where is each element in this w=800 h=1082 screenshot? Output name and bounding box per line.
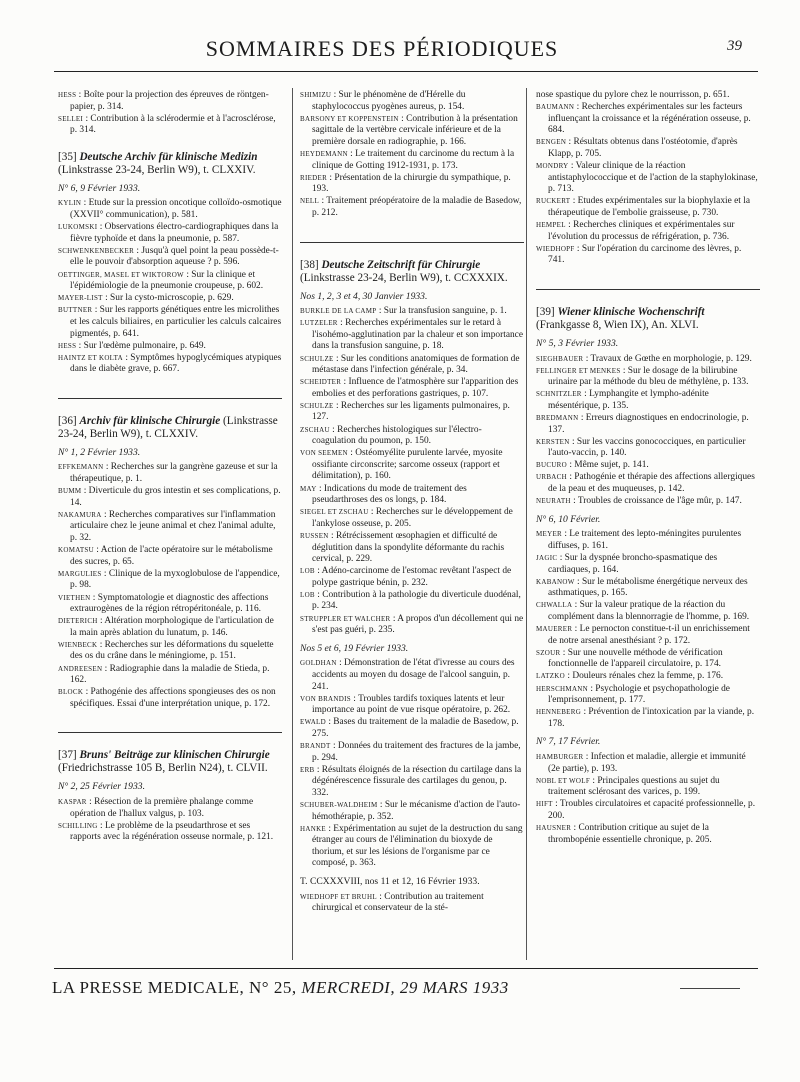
article-text: : Lymphangite et lympho-adénite mésentérique, p. 135. — [548, 389, 709, 411]
issue-heading: N° 6, 9 Février 1933. — [58, 182, 141, 194]
article-author: ZSCHAU — [300, 425, 330, 434]
article-entry — [58, 545, 282, 568]
article-entry — [58, 198, 282, 221]
article-entry — [58, 821, 282, 844]
article-entry — [300, 590, 524, 613]
article-entry — [300, 306, 524, 318]
article-author: HESS — [58, 341, 77, 350]
section-separator — [58, 732, 282, 733]
article-entry — [300, 484, 524, 507]
article-author: MAY — [300, 484, 317, 493]
article-entry — [536, 102, 760, 137]
journal-title: Archiv für klinische Chirurgie — [79, 414, 221, 427]
article-entry — [536, 460, 760, 472]
article-entry — [300, 694, 524, 717]
article-author: LUKOMSKI — [58, 223, 98, 232]
article-entry — [536, 799, 760, 822]
article-text: : Le traitement des lepto-méningites purulentes diffuses, p. 161. — [548, 529, 742, 551]
article-text: : Etudes expérimentales sur la biophylaxie et la thérapeutique de l'embolie graisseuse, p. 730. — [548, 196, 750, 218]
article-text: : Recherches cliniques et expérimentales sur l'évolution du processus de réfrigération, p. 736. — [548, 220, 735, 242]
section-separator — [300, 242, 524, 243]
journal-heading — [300, 259, 524, 285]
article-text: : Présentation de la chirurgie du sympathique, p. 193. — [312, 172, 511, 195]
article-entry — [300, 717, 524, 740]
article-text: : Etude sur la pression oncotique colloïdo-osmotique (XXVII° communication), p. 581. — [70, 198, 282, 221]
issue-heading: N° 1, 2 Février 1933. — [58, 446, 141, 458]
journal-number: [35] — [58, 150, 77, 163]
article-author: OETTINGER, MASEL ET WIKTOROW — [58, 270, 184, 279]
article-author: SIEGEL ET ZSCHAU — [300, 508, 369, 517]
article-text: : Prévention de l'intoxication par la viande, p. 178. — [548, 707, 755, 729]
article-entry — [58, 222, 282, 245]
article-text: : Recherches expérimentales sur les facteurs influençant la croissance et la régénération osseuse, p. 684. — [548, 102, 751, 136]
article-author: MAYER-LIST — [58, 294, 103, 303]
article-entry — [536, 577, 760, 600]
article-author: KYLIN — [58, 199, 82, 208]
article-entry — [536, 707, 760, 730]
article-text: : Troubles de croissance de l'âge mûr, p. 147. — [570, 496, 742, 507]
article-author: LOB — [300, 567, 315, 576]
article-entry — [300, 425, 524, 448]
column-divider — [526, 88, 527, 960]
article-entry — [58, 687, 282, 710]
column-2 — [300, 90, 524, 915]
article-text: : Pathogénie et thérapie des affections allergiques de la peau et des muqueuses, p. 142. — [548, 472, 755, 495]
article-text: : Sur le mécanisme d'action de l'auto-hémothérapie, p. 352. — [312, 799, 521, 822]
article-entry — [536, 671, 760, 683]
article-entry — [536, 823, 760, 846]
article-author: STRUPPLER ET WALCHER — [300, 614, 391, 623]
article-author: NAKAMURA — [58, 510, 102, 519]
article-author: HEYDEMANN — [300, 149, 348, 158]
article-entry — [536, 624, 760, 647]
page-footer — [52, 978, 752, 998]
article-entry — [300, 507, 524, 530]
article-text: : Sur la clinique et l'épidémiologie de la pneumonie croupeuse, p. 602. — [70, 269, 264, 292]
article-entry — [58, 664, 282, 687]
article-entry — [536, 196, 760, 219]
article-entry — [300, 448, 524, 483]
article-author: HAINTZ ET KOLTA — [58, 353, 123, 362]
article-entry — [536, 553, 760, 576]
article-text: : Bases du traitement de la maladie de Basedow, p. 275. — [312, 717, 519, 739]
article-author: RIEDER — [300, 173, 328, 182]
article-author: BUTTNER — [58, 306, 93, 315]
article-author: SCHEIDTER — [300, 378, 342, 387]
article-entry — [536, 752, 760, 775]
article-author: BAUMANN — [536, 103, 575, 112]
article-entry — [300, 614, 524, 637]
footer-date: MERCREDI, 29 MARS 1933 — [301, 978, 509, 997]
article-entry — [300, 824, 524, 870]
article-author: SCHULZE — [300, 401, 334, 410]
article-author: JAGIC — [536, 554, 558, 562]
article-author: SCHUBER-WALDHEIM — [300, 800, 378, 809]
article-author: EWALD — [300, 718, 326, 727]
journal-info: (Linkstrasse 23-24, Berlin W9), t. CLXXIV. — [58, 414, 278, 440]
column-3 — [536, 90, 760, 847]
article-author: KOMATSU — [58, 546, 94, 555]
journal-number: [38] — [300, 258, 319, 271]
issue-heading: Nos 5 et 6, 19 Février 1933. — [300, 642, 409, 654]
article-author: LATZKO — [536, 672, 566, 681]
article-text: : Boîte pour la projection des épreuves de röntgen-papier, p. 314. — [70, 90, 269, 112]
article-entry — [536, 472, 760, 495]
article-text: : Sur les conditions anatomiques de formation de métastase dans l'infection générale, p. 34. — [312, 353, 520, 376]
article-entry — [300, 114, 524, 149]
article-text: : Sur une nouvelle méthode de vérification fonctionnelle de l'appareil circulatoire, p. 174. — [548, 647, 723, 670]
article-author: LOB — [300, 590, 315, 599]
journal-title: Wiener klinische Wochenschrift — [557, 305, 705, 318]
article-text: nose spastique du pylore chez le nourrisson, p. 651. — [536, 90, 730, 100]
article-text: : Expérimentation au sujet de la destruction du sang étranger au cours de l'élimination du bioxyde de thorium, et sur les lésions de l'organisme par ce composé, p. 363. — [312, 823, 523, 869]
article-entry — [300, 377, 524, 400]
article-author: KASPAR — [58, 798, 87, 807]
article-entry — [300, 318, 524, 353]
article-author: VON SEEMEN — [300, 449, 348, 458]
journal-heading — [536, 306, 760, 332]
article-author: BUCURO — [536, 461, 567, 470]
article-entry — [536, 244, 760, 267]
article-text: : Symptômes hypoglycémiques atypiques dans le diabète grave, p. 667. — [70, 352, 282, 375]
article-entry — [536, 684, 760, 707]
article-text: : Troubles tardifs toxiques latents et leur importance au point de vue risque opératoire, p. 262. — [312, 693, 511, 716]
article-text: : Sur la valeur pratique de la réaction du complément dans la blennorragie de l'homme, p. 169. — [548, 600, 750, 622]
article-entry — [58, 640, 282, 663]
article-entry — [300, 765, 524, 800]
article-text: : Douleurs rénales chez la femme, p. 176. — [565, 671, 724, 682]
header-rule — [54, 71, 758, 72]
article-entry — [536, 354, 760, 366]
article-text: : Contribution à la sclérodermie et à l'acrosclérose, p. 314. — [70, 113, 276, 136]
article-author: HANKE — [300, 824, 326, 833]
article-text: : Même sujet, p. 141. — [566, 460, 649, 471]
article-entry — [536, 366, 760, 389]
journal-number: [36] — [58, 414, 77, 427]
article-text: : Démonstration de l'état d'ivresse au cours des accidents au moyen du dosage de l'alcool sanguin, p. 241. — [312, 658, 515, 692]
article-author: MEYER — [536, 530, 562, 539]
article-entry — [536, 600, 760, 623]
article-text: : Pathogénie des affections spongieuses des os non spécifiques. Essai d'une interprétation unique, p. 172. — [70, 687, 276, 709]
article-text: : Erreurs diagnostiques en endocrinologie, p. 137. — [548, 412, 749, 435]
article-text: : Traitement préopératoire de la maladie de Basedow, p. 212. — [312, 196, 522, 218]
article-entry — [536, 220, 760, 243]
article-entry — [58, 510, 282, 545]
article-author: BENGEN — [536, 138, 567, 147]
page-header — [52, 34, 742, 68]
issue-heading: N° 2, 25 Février 1933. — [58, 781, 145, 793]
article-entry — [58, 569, 282, 592]
article-author: HAMBURGER — [536, 753, 584, 761]
article-author: ERB — [300, 765, 315, 774]
article-text: : Symptomatologie et diagnostic des affections extraurogènes de la région rétropéritonéale, p. 116. — [70, 592, 269, 615]
journal-heading — [58, 415, 282, 441]
article-author: CHWALLA — [536, 601, 573, 610]
article-author: BARSONY ET KOPPENSTEIN — [300, 114, 399, 123]
article-entry — [300, 531, 524, 566]
article-entry — [536, 90, 760, 102]
article-text: : Diverticule du gros intestin et ses complications, p. 14. — [70, 486, 281, 508]
article-text: : Recherches sur les ligaments pulmonaires, p. 127. — [312, 400, 510, 423]
article-entry — [58, 305, 282, 340]
article-text: : Le pernocton constitue-t-il un enrichissement de notre arsenal anesthésiant ? p. 172. — [548, 624, 750, 646]
article-author: RUSSEN — [300, 531, 329, 540]
article-author: EFFKEMANN — [58, 463, 104, 472]
article-text: : Recherches histologiques sur l'électro-coagulation du poumon, p. 150. — [312, 424, 482, 447]
journal-title: Deutsche Zeitschrift für Chirurgie — [321, 258, 481, 271]
article-author: SCHILLING — [58, 821, 98, 830]
article-entry — [536, 529, 760, 552]
article-author: SELLEI — [58, 114, 84, 123]
article-entry — [58, 486, 282, 509]
journal-info: (Frankgasse 8, Wien IX), An. XLVI. — [536, 318, 699, 331]
article-author: SIEGHBAUER — [536, 354, 584, 363]
article-text: : Contribution à la présentation sagittale de la vertèbre cervicale inférieure et de la première dorsale en radiographie, p. 166. — [312, 113, 518, 147]
article-author: NEURATH — [536, 497, 571, 506]
article-text: : Sur la cysto-microscopie, p. 629. — [102, 293, 234, 304]
article-entry — [536, 776, 760, 799]
article-author: BURKLE DE LA CAMP — [300, 307, 377, 316]
article-text: : Sur le métabolisme énergétique nerveux des asthmatiques, p. 165. — [548, 576, 748, 599]
article-author: RUCKERT — [536, 197, 571, 206]
article-author: KERSTEN — [536, 437, 570, 446]
article-author: LUTZELER — [300, 319, 338, 328]
article-entry — [300, 741, 524, 764]
article-text: : Altération morphologique de l'articulation de la main après ablation du lunatum, p. 146. — [70, 616, 274, 638]
article-entry — [300, 149, 524, 172]
journal-info: (Linkstrasse 23-24, Berlin W9), t. CLXXIV. — [58, 163, 256, 176]
article-text: : Le traitement du carcinome du rectum à la clinique de Gotting 1912-1931, p. 173. — [312, 148, 515, 171]
article-text: : Sur la transfusion sanguine, p. 1. — [376, 306, 507, 317]
article-entry — [58, 341, 282, 353]
article-text: : Sur l'œdème pulmonaire, p. 649. — [76, 340, 206, 351]
journal-title: Bruns' Beiträge zur klinischen Chirurgie — [79, 749, 270, 762]
journal-number: [39] — [536, 305, 555, 318]
journal-info: (Friedrichstrasse 105 B, Berlin N24), t. CLVII. — [58, 762, 268, 775]
article-text: : Recherches sur le développement de l'ankylose osseuse, p. 205. — [312, 507, 513, 529]
article-author: MONDRY — [536, 162, 569, 171]
issue-heading: Nos 1, 2, 3 et 4, 30 Janvier 1933. — [300, 290, 428, 302]
article-entry — [58, 616, 282, 639]
article-entry — [300, 354, 524, 377]
article-author: SCHULZE — [300, 354, 334, 363]
footer-rule — [54, 968, 758, 969]
article-text: : Clinique de la myxoglobulose de l'appendice, p. 98. — [70, 568, 280, 591]
article-author: HEMPEL — [536, 221, 566, 230]
article-text: : Psychologie et psychopathologie de l'emprisonnement, p. 177. — [548, 683, 730, 706]
article-entry — [58, 114, 282, 137]
section-separator — [58, 398, 282, 399]
column-1 — [58, 90, 282, 844]
journal-heading — [58, 151, 282, 177]
article-author: VON BRANDIS — [300, 694, 351, 703]
journal-title: Deutsche Archiv für klinische Medizin — [79, 150, 258, 163]
article-entry — [58, 293, 282, 305]
article-text: : Contribution critique au sujet de la thrombopénie essentielle chronique, p. 205. — [548, 823, 712, 845]
article-author: MAUERER — [536, 625, 573, 634]
footer-flourish — [680, 988, 740, 989]
page-title: SOMMAIRES DES PÉRIODIQUES — [205, 36, 559, 61]
article-entry — [58, 90, 282, 113]
article-entry — [58, 246, 282, 269]
article-entry — [300, 658, 524, 693]
article-text: : Radiographie dans la maladie de Stieda, p. 162. — [70, 663, 270, 686]
article-entry — [536, 413, 760, 436]
article-author: HESS — [58, 91, 77, 99]
article-author: KABANOW — [536, 577, 575, 586]
article-author: MARGULIES — [58, 569, 102, 578]
article-text: : Infection et maladie, allergie et immunité (2e partie), p. 193. — [548, 752, 746, 774]
article-text: : Le problème de la pseudarthrose et ses rapports avec la régénération osseuse normale, p. 121. — [70, 820, 274, 843]
article-author: SCHNITZLER — [536, 390, 582, 399]
article-text: : Résultats éloignés de la résection du cartilage dans la dégénérescence fissurale des cartilages du genou, p. 332. — [312, 764, 522, 798]
article-text: : Principales questions au sujet du traitement sclérosant des varices, p. 199. — [548, 775, 720, 798]
article-text: : Troubles circulatoires et capacité professionnelle, p. 200. — [548, 799, 756, 821]
footer-journal: LA PRESSE MEDICALE, N° 25, — [52, 978, 297, 997]
article-entry — [536, 496, 760, 508]
article-text: : Contribution à la pathologie du diverticule duodénal, p. 234. — [312, 589, 521, 612]
article-entry — [536, 389, 760, 412]
article-text: : Valeur clinique de la réaction antistaphylococcique et de l'action de la staphylokinase, p. 713. — [548, 161, 758, 195]
article-text: : Recherches expérimentales sur le retard à l'isohémo-agglutination par la chaleur et son importance dans la transfusion sanguine, p. 18. — [312, 318, 523, 352]
issue-heading: T. CCXXXVIII, nos 11 et 12, 16 Février 1933. — [300, 876, 480, 888]
article-text: : Sur les vaccins gonococciques, en particulier l'auto-vaccin, p. 140. — [548, 436, 746, 459]
article-text: : Contribution au traitement chirurgical et conservateur de la sté- — [312, 891, 484, 914]
article-author: HAUSNER — [536, 824, 572, 833]
article-author: BLOCK — [58, 688, 84, 697]
article-text: : Données du traitement des fractures de la jambe, p. 294. — [312, 741, 521, 763]
article-entry — [58, 270, 282, 293]
article-text: : Recherches comparatives sur l'inflammation articulaire chez le jeune animal et chez l'animal adulte, p. 32. — [70, 509, 276, 544]
article-text: : Rétrécissement œsophagien et difficulté de déglutition dans la spondylite déformante du rachis cervical, p. 229. — [312, 530, 505, 565]
article-entry — [300, 90, 524, 113]
article-author: BUMM — [58, 487, 82, 496]
article-text: : Recherches sur la gangrène gazeuse et sur la thérapeutique, p. 1. — [70, 462, 278, 485]
article-text: : Ostéomyélite purulente larvée, myosite ossifiante circonscrite; sarcome osseux (rapport et délimitation), p. 160. — [312, 448, 503, 482]
article-author: FELLINGER ET MENKES — [536, 366, 621, 375]
journal-info: (Linkstrasse 23-24, Berlin W9), t. CCXXXIX. — [300, 271, 508, 284]
article-author: DIETERICH — [58, 617, 98, 626]
page-number: 39 — [727, 38, 742, 54]
article-entry — [536, 161, 760, 196]
article-author: SHIMIZU — [300, 91, 332, 99]
article-author: GOLDHAN — [300, 659, 337, 668]
article-entry — [58, 353, 282, 376]
article-entry — [58, 462, 282, 485]
article-entry — [58, 593, 282, 616]
article-entry — [536, 648, 760, 671]
article-text: : Sur le phénomène de d'Hérelle du staphylococcus pyogènes aureus, p. 154. — [312, 90, 466, 112]
article-entry — [58, 797, 282, 820]
article-entry — [300, 173, 524, 196]
article-author: ANDREESEN — [58, 664, 103, 673]
article-text: : Adéno-carcinome de l'estomac revêtant l'aspect de polype gastrique bénin, p. 232. — [312, 566, 512, 588]
section-separator — [536, 289, 760, 290]
article-text: : Résultats obtenus dans l'ostéotomie, d'après Klapp, p. 705. — [548, 137, 738, 159]
article-author: SCHWENKENBECKER — [58, 246, 135, 255]
article-author: VIETHEN — [58, 593, 91, 602]
article-text: : Sur les rapports génétiques entre les microlithes et les calculs biliaires, en particulier les calculs calcaires pigmentés, p. 641. — [70, 305, 282, 339]
article-author: WIEDHOPF — [536, 244, 575, 253]
article-text: : Observations électro-cardiographiques dans la fièvre typhoïde et dans la pneumonie, p. 587. — [70, 222, 279, 244]
article-author: HENNEBERG — [536, 708, 582, 717]
article-text: : Recherches sur les déformations du squelette des os du crâne dans le méningiome, p. 151. — [70, 639, 274, 662]
article-text: : Action de l'acte opératoire sur le métabolisme des sucres, p. 65. — [70, 545, 273, 567]
article-entry — [300, 566, 524, 589]
issue-heading: N° 6, 10 Février. — [536, 513, 601, 525]
article-author: SZOUR — [536, 648, 561, 657]
article-entry — [536, 137, 760, 160]
article-entry — [300, 196, 524, 219]
article-text: : Sur la dyspnée broncho-spasmatique des cardiaques, p. 164. — [548, 553, 718, 575]
article-author: URBACH — [536, 473, 567, 482]
issue-heading: N° 5, 3 Février 1933. — [536, 337, 619, 349]
article-author: WIEDHOPF ET BRUHL — [300, 892, 377, 901]
article-entry — [536, 437, 760, 460]
article-author: HERSCHMANN — [536, 684, 589, 693]
article-text: : Jusqu'à quel point la peau possède-t-elle le pouvoir d'absorption aqueuse ? p. 596. — [70, 245, 279, 268]
issue-heading: N° 7, 17 Février. — [536, 736, 601, 748]
article-text: : Sur le dosage de la bilirubine urinaire par la méthode du bleu de méthylène, p. 133. — [548, 365, 749, 388]
journal-number: [37] — [58, 749, 77, 762]
article-author: NOBL ET WOLF — [536, 776, 591, 785]
column-divider — [292, 88, 293, 960]
article-text: : Influence de l'atmosphère sur l'apparition des embolies et des perforations gastriques, p. 107. — [312, 377, 519, 399]
article-author: HIFT — [536, 800, 553, 809]
article-author: BRANDT — [300, 742, 331, 750]
article-author: BREDMANN — [536, 413, 579, 422]
article-author: WIENBECK — [58, 640, 98, 649]
article-entry — [300, 800, 524, 823]
article-text: : Sur l'opération du carcinome des lèvres, p. 741. — [548, 243, 742, 266]
journal-heading — [58, 749, 282, 775]
article-text: : Résection de la première phalange comme opération de l'hallux valgus, p. 103. — [70, 797, 254, 819]
article-entry — [300, 401, 524, 424]
article-author: NELL — [300, 197, 320, 206]
article-text: : Travaux de Gœthe en morphologie, p. 129. — [583, 353, 752, 364]
article-text: : Indications du mode de traitement des pseudarthroses des os longs, p. 184. — [312, 483, 467, 506]
article-text: : A propos d'un décollement qui ne s'est pas guéri, p. 235. — [312, 613, 524, 636]
article-entry — [300, 892, 524, 915]
